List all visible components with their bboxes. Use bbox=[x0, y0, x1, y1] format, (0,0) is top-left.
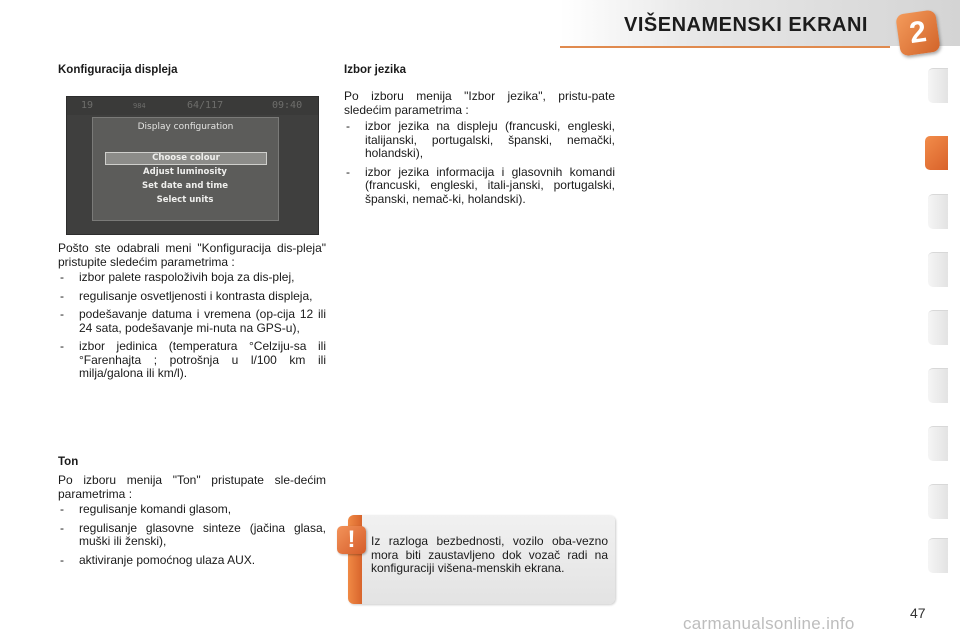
screen-status: 984 bbox=[133, 102, 146, 110]
list-item: - izbor jedinica (temperatura °Celziju-sa ili °Farenhajta ; potrošnja u l/100 km ili milja/galona ili km/l). bbox=[58, 340, 326, 381]
section-heading-ton: Ton bbox=[58, 456, 79, 468]
screen-menu-panel bbox=[92, 117, 279, 221]
section-heading-display-config: Konfiguracija displeja bbox=[58, 64, 178, 76]
section-heading-language: Izbor jezika bbox=[344, 64, 406, 76]
display-config-intro: Pošto ste odabrali meni "Konfiguracija dis-pleja" pristupite sledećim parametrima : bbox=[58, 241, 326, 269]
header-accent-line bbox=[560, 46, 890, 48]
chapter-badge: 2 bbox=[895, 9, 940, 56]
list-item: - regulisanje komandi glasom, bbox=[58, 503, 326, 517]
list-item: - izbor jezika informacija i glasovnih komandi (francuski, engleski, itali-janski, portugalski, španski, nemač-ki, holandski). bbox=[344, 166, 615, 207]
language-intro: Po izboru menija "Izbor jezika", pristu-pate sledećim parametrima : bbox=[344, 89, 615, 117]
screen-time-right: 09:40 bbox=[272, 100, 303, 111]
chapter-tab-5[interactable] bbox=[928, 310, 948, 345]
chapter-tab-8[interactable] bbox=[928, 484, 948, 519]
screen-menu-item: Adjust luminosity bbox=[143, 167, 227, 177]
chapter-tab-9[interactable] bbox=[928, 538, 948, 573]
list-item: - regulisanje osvetljenosti i kontrasta displeja, bbox=[58, 290, 326, 304]
chapter-tab-6[interactable] bbox=[928, 368, 948, 403]
chapter-tabs bbox=[928, 68, 948, 573]
display-config-list bbox=[58, 271, 326, 386]
ton-intro: Po izboru menija "Ton" pristupate sle-dećim parametrima : bbox=[58, 473, 326, 501]
chapter-tab-1[interactable] bbox=[928, 68, 948, 103]
list-item: - regulisanje glasovne sinteze (jačina glasa, muški ili ženski), bbox=[58, 522, 326, 549]
page-title: VIŠENAMENSKI EKRANI bbox=[624, 14, 868, 36]
list-item: - podešavanje datuma i vremena (op-cija 12 ili 24 sata, podešavanje mi-nuta na GPS-u), bbox=[58, 308, 326, 335]
chapter-tab-2-active[interactable] bbox=[925, 136, 948, 170]
chapter-tab-4[interactable] bbox=[928, 252, 948, 287]
warning-text: Iz razloga bezbednosti, vozilo oba-vezno mora biti zaustavljeno dok vozač radi na konfiguraciji višena-menskih ekrana. bbox=[371, 534, 608, 575]
list-item: - aktiviranje pomoćnog ulaza AUX. bbox=[58, 554, 326, 568]
screen-menu-item: Select units bbox=[156, 195, 214, 205]
page-number: 47 bbox=[910, 605, 926, 621]
language-list bbox=[344, 120, 615, 211]
chapter-tab-7[interactable] bbox=[928, 426, 948, 461]
screen-status-bar bbox=[67, 97, 318, 115]
ton-list bbox=[58, 503, 326, 572]
screen-counter: 64/117 bbox=[187, 100, 224, 111]
chapter-tab-3[interactable] bbox=[928, 194, 948, 229]
list-item: - izbor jezika na displeju (francuski, engleski, italijanski, portugalski, španski, nemački, holandski), bbox=[344, 120, 615, 161]
watermark: carmanualsonline.info bbox=[683, 614, 855, 633]
display-screen-photo bbox=[66, 96, 319, 235]
screen-menu-item: Set date and time bbox=[142, 181, 228, 191]
screen-menu-title: Display configuration bbox=[137, 122, 234, 132]
warning-exclamation-icon: ! bbox=[337, 526, 366, 554]
screen-time-left: 19 bbox=[81, 100, 94, 111]
list-item: - izbor palete raspoloživih boja za dis-plej, bbox=[58, 271, 326, 285]
screen-menu-item: Choose colour bbox=[105, 152, 267, 165]
